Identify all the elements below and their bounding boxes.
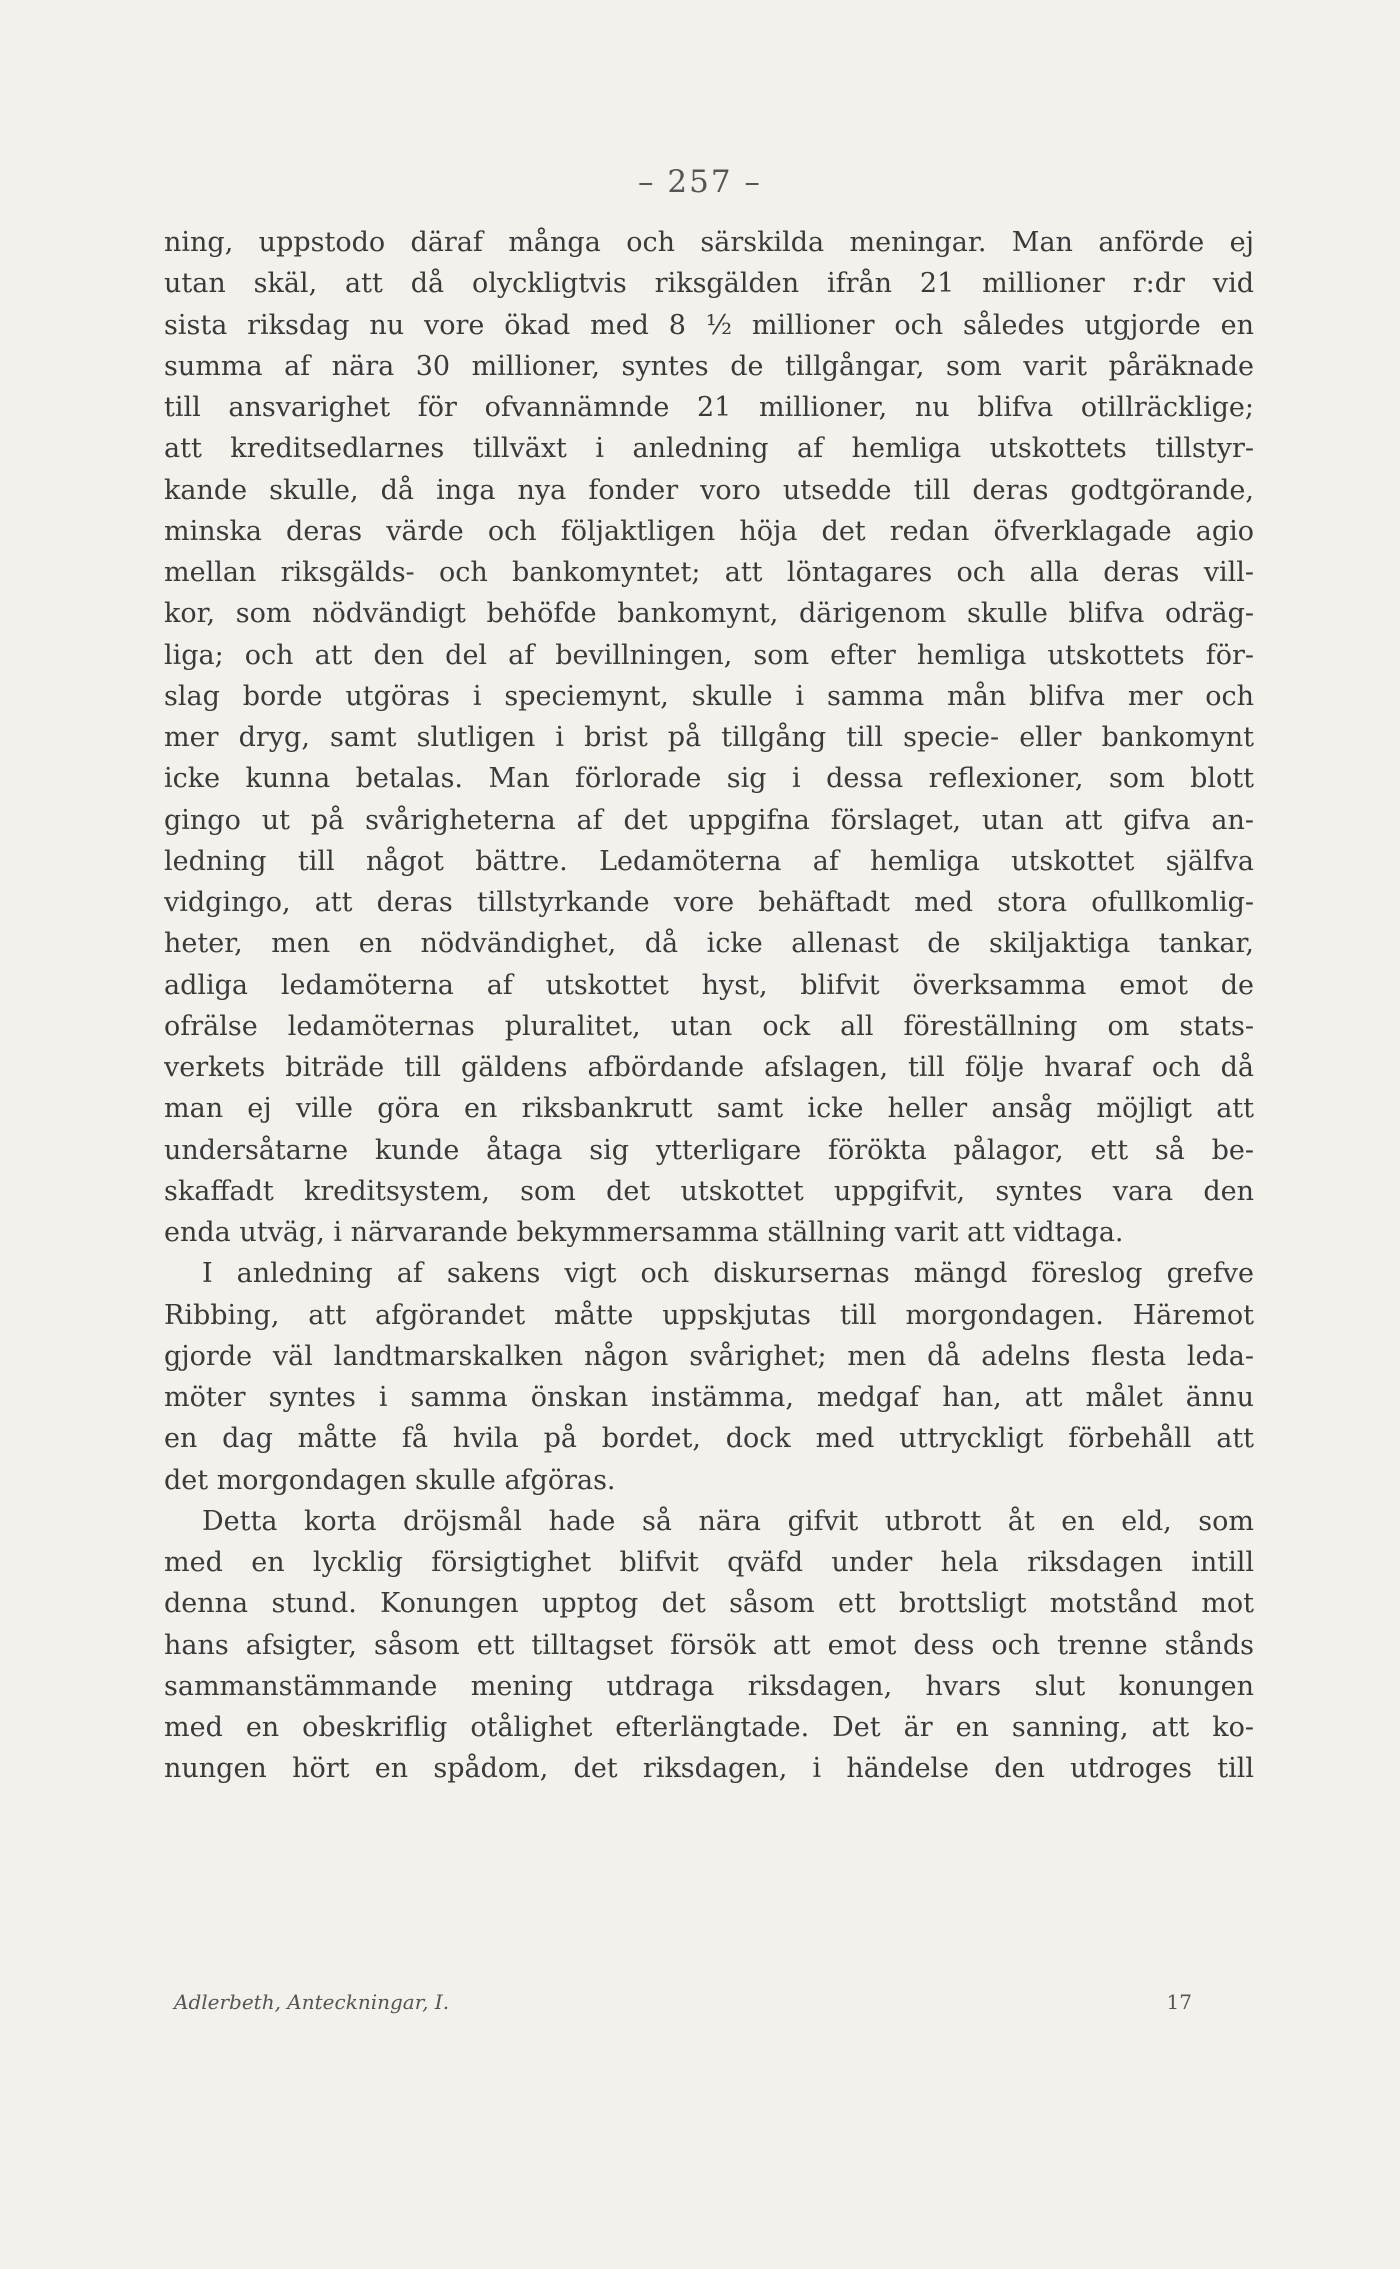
footer-signature: Adlerbeth, Anteckningar, I. [174,1990,450,2014]
text-line: minska deras värde och följaktligen höja det redan öfverklagade agio [164,515,1254,547]
text-line: ledning till något bättre. Ledamöterna af hemliga utskottet själfva [164,845,1254,877]
text-line: gjorde väl landtmarskalken någon svårighet; men då adelns flesta leda- [164,1340,1254,1372]
text-line: enda utväg, i närvarande bekymmersamma ställning varit att vidtaga. [164,1217,1124,1248]
page-number: – 257 – [638,164,762,200]
text-line: Ribbing, att afgörandet måtte uppskjutas till morgondagen. Häremot [164,1299,1254,1331]
text-line: verkets biträde till gäldens afbördande afslagen, till följe hvaraf och då [164,1052,1254,1083]
text-line: till ansvarighet för ofvannämnde 21 millioner, nu blifva otillräcklige; [164,392,1254,423]
text-line: liga; och att den del af bevillningen, som efter hemliga utskottets för- [164,639,1254,671]
page-footer [174,1990,1192,2014]
text-line: sammanstämmande mening utdraga riksdagen, hvars slut konungen [164,1670,1254,1702]
text-line: slag borde utgöras i speciemynt, skulle i samma mån blifva mer och [164,680,1254,712]
text-line: I anledning af sakens vigt och diskursernas mängd föreslog grefve [202,1258,1254,1290]
text-line: mer dryg, samt slutligen i brist på tillgång till specie- eller bankomynt [164,722,1254,753]
text-line: med en lycklig försigtighet blifvit qväfd under hela riksdagen intill [164,1547,1254,1578]
text-line: adliga ledamöterna af utskottet hyst, blifvit överksamma emot de [164,969,1254,1001]
text-line: mellan riksgälds- och bankomyntet; att löntagares och alla deras vill- [164,557,1254,588]
text-line: kor, som nödvändigt behöfde bankomynt, därigenom skulle blifva odräg- [164,598,1254,630]
text-line: med en obeskriflig otålighet efterlängtade. Det är en sanning, att ko- [164,1712,1254,1743]
text-line: undersåtarne kunde åtaga sig ytterligare förökta pålagor, ett så be- [164,1134,1254,1166]
text-line: Detta korta dröjsmål hade så nära gifvit utbrott åt en eld, som [202,1505,1254,1537]
text-line: vidgingo, att deras tillstyrkande vore behäftadt med stora ofullkomlig- [164,887,1254,918]
text-line: att kreditsedlarnes tillväxt i anledning af hemliga utskottets tillstyr- [164,433,1254,465]
text-line: ofrälse ledamöternas pluralitet, utan ock all föreställning om stats- [164,1010,1254,1042]
text-line: heter, men en nödvändighet, då icke allenast de skiljaktiga tankar, [164,928,1254,960]
text-line: det morgondagen skulle afgöras. [164,1464,616,1496]
text-line: skaffadt kreditsystem, som det utskottet uppgifvit, syntes vara den [164,1175,1254,1207]
text-line: utan skäl, att då olyckligtvis riksgälden ifrån 21 millioner r:dr vid [164,268,1254,300]
text-line: denna stund. Konungen upptog det såsom ett brottsligt motstånd mot [164,1588,1254,1620]
text-line: hans afsigter, såsom ett tilltagset försök att emot dess och trenne stånds [164,1629,1254,1661]
text-line: sista riksdag nu vore ökad med 8 ½ millioner och således utgjorde en [164,309,1254,341]
text-line: gingo ut på svårigheterna af det uppgifna förslaget, utan att gifva an- [164,804,1254,836]
text-line: man ej ville göra en riksbankrutt samt icke heller ansåg möjligt att [164,1093,1254,1125]
text-line: icke kunna betalas. Man förlorade sig i dessa reflexioner, som blott [164,763,1254,795]
text-line: en dag måtte få hvila på bordet, dock med uttryckligt förbehåll att [164,1423,1254,1455]
text-line: ning, uppstodo däraf många och särskilda meningar. Man anförde ej [164,227,1254,258]
body-text [164,222,1254,1790]
text-line: möter syntes i samma önskan instämma, medgaf han, att målet ännu [164,1382,1254,1413]
text-line: summa af nära 30 millioner, syntes de tillgångar, som varit påräknade [164,350,1254,382]
text-line: kande skulle, då inga nya fonder voro utsedde till deras godtgörande, [164,474,1254,506]
text-line: nungen hört en spådom, det riksdagen, i händelse den utdroges till [164,1753,1254,1785]
footer-sheet-number: 17 [1166,1990,1192,2014]
